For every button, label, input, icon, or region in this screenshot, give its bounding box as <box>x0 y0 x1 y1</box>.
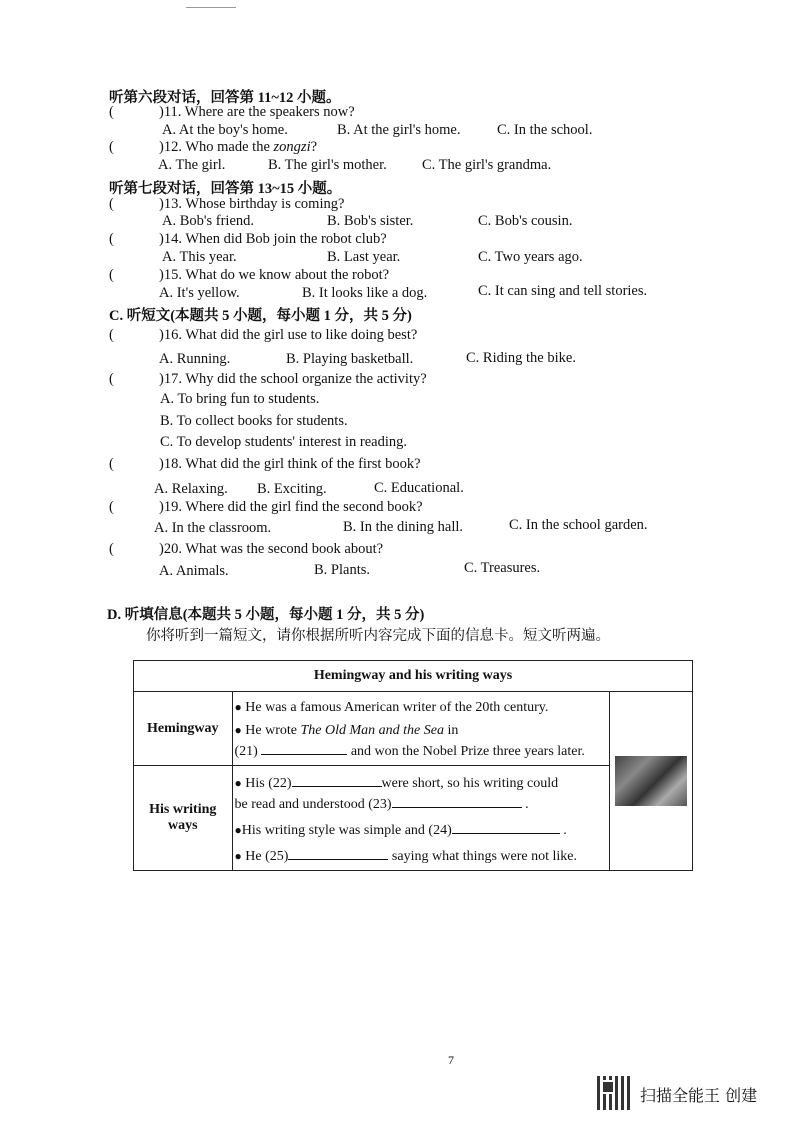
hemingway-facts <box>232 692 609 766</box>
q15-option-a: A. It's yellow. <box>159 285 240 301</box>
q14-option-c: C. Two years ago. <box>478 249 583 265</box>
section-d-header: D. 听填信息(本题共 5 小题，每小题 1 分，共 5 分) <box>107 607 425 623</box>
q14-option-a: A. This year. <box>162 249 237 265</box>
q18-option-b: B. Exciting. <box>257 481 327 497</box>
writing-ways-facts <box>232 766 609 871</box>
q18-option-c: C. Educational. <box>374 480 464 496</box>
q11-option-a: A. At the boy's home. <box>162 122 288 138</box>
info-card <box>133 660 693 871</box>
q16-option-a: A. Running. <box>159 351 231 367</box>
q19-option-c: C. In the school garden. <box>509 517 648 533</box>
q13-option-a: A. Bob's friend. <box>162 213 255 229</box>
row-label-hemingway: Hemingway <box>134 692 233 766</box>
question-15: )15. What do we know about the robot? <box>159 267 390 283</box>
q17-option-b: B. To collect books for students. <box>160 413 348 429</box>
q12-option-b: B. The girl's mother. <box>268 157 387 173</box>
answer-bracket: ( <box>109 371 114 387</box>
q20-option-a: A. Animals. <box>159 563 229 579</box>
blank-21[interactable] <box>261 740 347 755</box>
q18-option-a: A. Relaxing. <box>154 481 228 497</box>
blank-23[interactable] <box>392 793 522 808</box>
section-6-header: 听第六段对话，回答第 11~12 小题。 <box>109 90 341 106</box>
answer-bracket: ( <box>109 104 114 120</box>
q13-option-c: C. Bob's cousin. <box>478 213 573 229</box>
answer-bracket: ( <box>109 267 114 283</box>
q19-option-a: A. In the classroom. <box>154 520 272 536</box>
answer-bracket: ( <box>109 541 114 557</box>
answer-bracket: ( <box>109 196 114 212</box>
q17-option-a: A. To bring fun to students. <box>160 391 320 407</box>
blank-22[interactable] <box>292 772 382 787</box>
section-c-header: C. 听短文(本题共 5 小题，每小题 1 分，共 5 分) <box>109 308 412 324</box>
q19-option-b: B. In the dining hall. <box>343 519 464 535</box>
qr-code-icon <box>597 1076 631 1110</box>
fact-4: ●His writing style was simple and (24) . <box>235 819 607 840</box>
top-rule <box>186 7 236 8</box>
question-13: )13. Whose birthday is coming? <box>159 196 345 212</box>
question-19: )19. Where did the girl find the second book? <box>159 499 423 515</box>
question-12: )12. Who made the zongzi? <box>159 139 318 155</box>
q13-option-b: B. Bob's sister. <box>327 213 414 229</box>
hemingway-photo <box>615 756 687 806</box>
q16-option-b: B. Playing basketball. <box>286 351 414 367</box>
answer-bracket: ( <box>109 499 114 515</box>
q15-option-c: C. It can sing and tell stories. <box>478 283 648 299</box>
answer-bracket: ( <box>109 231 114 247</box>
answer-bracket: ( <box>109 139 114 155</box>
blank-24[interactable] <box>452 819 560 834</box>
answer-bracket: ( <box>109 327 114 343</box>
q15-option-b: B. It looks like a dog. <box>302 285 428 301</box>
answer-bracket: ( <box>109 456 114 472</box>
question-18: )18. What did the girl think of the first book? <box>159 456 421 472</box>
footer-watermark: 扫描全能王 创建 <box>640 1086 758 1105</box>
q17-option-c: C. To develop students' interest in reading. <box>160 434 407 450</box>
question-11: )11. Where are the speakers now? <box>159 104 355 120</box>
question-14: )14. When did Bob join the robot club? <box>159 231 387 247</box>
fact-5: ● He (25) saying what things were not like. <box>235 845 607 866</box>
q16-option-c: C. Riding the bike. <box>466 350 576 366</box>
q20-option-b: B. Plants. <box>314 562 370 578</box>
fact-2: ● He wrote The Old Man and the Sea in (21) and won the Nobel Prize three years later. <box>234 723 585 759</box>
blank-25[interactable] <box>288 845 388 860</box>
section-d-instruction: 你将听到一篇短文，请你根据所听内容完成下面的信息卡。短文听两遍。 <box>146 628 610 644</box>
question-17: )17. Why did the school organize the activity? <box>159 371 427 387</box>
q12-option-a: A. The girl. <box>158 157 226 173</box>
page-number: 7 <box>448 1053 454 1067</box>
q20-option-c: C. Treasures. <box>464 560 541 576</box>
q12-option-c: C. The girl's grandma. <box>422 157 552 173</box>
question-16: )16. What did the girl use to like doing best? <box>159 327 418 343</box>
q11-option-b: B. At the girl's home. <box>337 122 461 138</box>
fact-3: ● His (22) were short, so his writing could be read and understood (23) . <box>235 772 607 814</box>
card-title: Hemingway and his writing ways <box>134 661 693 692</box>
photo-cell <box>609 692 692 871</box>
q14-option-b: B. Last year. <box>327 249 401 265</box>
fact-1: ● He was a famous American writer of the 20th century. <box>234 700 549 715</box>
row-label-writing-ways: His writing ways <box>134 766 233 871</box>
section-7-header: 听第七段对话，回答第 13~15 小题。 <box>109 181 342 197</box>
question-20: )20. What was the second book about? <box>159 541 384 557</box>
q11-option-c: C. In the school. <box>497 122 593 138</box>
